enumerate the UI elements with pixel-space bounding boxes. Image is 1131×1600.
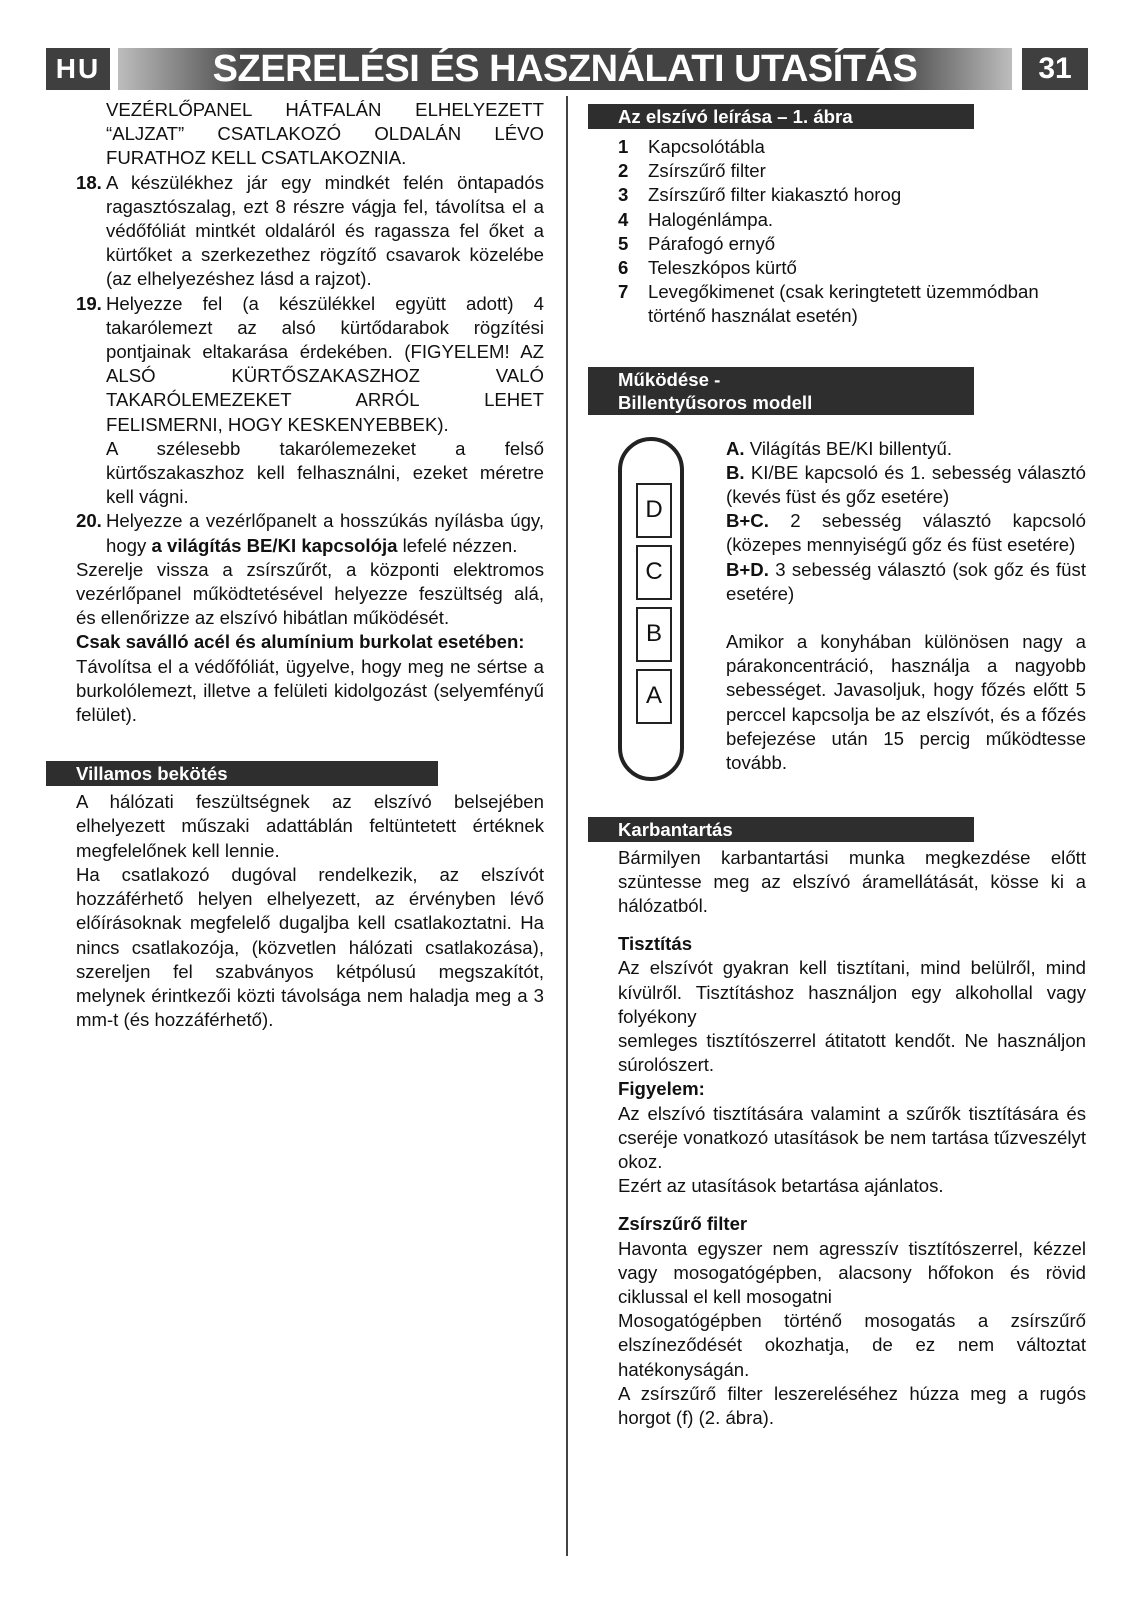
grease-filter-paragraph-1: Havonta egyszer nem agresszív tisztítószerrel, kézzel vagy mosogatógépben, alacsony hőfokon és rövid ciklussal el kell mosogatni	[618, 1237, 1086, 1308]
column-divider	[566, 96, 568, 1556]
maintenance-paragraph: Bármilyen karbantartási munka megkezdése előtt szüntesse meg az elszívó áramellátását, kösse ki a hálózatból.	[618, 846, 1086, 917]
parts-list	[618, 135, 1086, 329]
list-item	[618, 208, 1086, 232]
cleaning-heading: Tisztítás	[618, 933, 693, 955]
operation-text: KI/BE kapcsoló és 1. sebesség választó (kevés füst és gőz esetére)	[726, 461, 1086, 508]
page-title: SZERELÉSI ÉS HASZNÁLATI UTASÍTÁS	[118, 48, 1012, 90]
operation-key: B+D.	[726, 558, 769, 580]
control-panel-figure	[618, 437, 1086, 797]
operation-item	[726, 558, 1086, 606]
list-item	[618, 183, 1086, 207]
step-19	[76, 292, 544, 510]
reassemble-paragraph: Szerelje vissza a zsírszűrőt, a központi elektromos vezérlőpanel működtetésével helyezze feszültség alá, és ellenőrizze az elszívó hibátlan működését.	[76, 558, 544, 629]
grease-filter-heading: Zsírszűrő filter	[618, 1213, 748, 1235]
warning-paragraph-2: Ezért az utasítások betartása ajánlatos.	[618, 1175, 944, 1197]
list-item	[618, 135, 1086, 159]
list-item	[618, 256, 1086, 280]
section-title-description: Az elszívó leírása – 1. ábra	[588, 104, 974, 129]
item-number: 7	[618, 281, 629, 303]
section-title-maintenance: Karbantartás	[588, 817, 974, 842]
item-text: Teleszkópos kürtő	[648, 257, 797, 279]
steel-heading: Csak saválló acél és alumínium burkolat esetében:	[76, 631, 525, 653]
item-text: Zsírszűrő filter	[648, 160, 766, 182]
operation-description	[726, 437, 1086, 776]
section-title-operation	[588, 367, 974, 415]
list-item	[618, 159, 1086, 183]
electrical-paragraph-2: Ha csatlakozó dugóval rendelkezik, az elszívót hozzáférhető helyen elhelyezett, az érvényben lévő előírásoknak megfelelő dugaljba kell csatlakoztatni. Ha nincs csatlakozója, (közvetlen hálózati csatlakozása), szereljen fel szabványos kétpólusú megszakítót, melynek érintkezői közti távolsága nem haladja meg a 3 mm-t (és hozzáférhető).	[76, 863, 544, 1031]
step-text-post: lefelé nézzen.	[397, 534, 518, 556]
cleaning-paragraph-1: Az elszívót gyakran kell tisztítani, mind belülről, mind kívülről. Tisztításhoz használjon egy alkohollal vagy folyékony	[618, 957, 1086, 1027]
step-continuation: A szélesebb takarólemezeket a felső kürtőszakaszhoz kell felhasználni, ezeket méretre kell vágni.	[106, 437, 544, 508]
item-text: Levegőkimenet (csak keringtetett üzemmódban történő használat esetén)	[648, 281, 1039, 327]
item-number: 1	[618, 136, 629, 157]
operation-item	[726, 437, 1086, 461]
item-text: Zsírszűrő filter kiakasztó horog	[648, 184, 902, 206]
item-text: Halogénlámpa.	[648, 208, 774, 230]
cleaning-paragraph-2: semleges tisztítószerrel átitatott kendőt. Ne használjon súrolószert.	[618, 1030, 1086, 1076]
operation-title-line-2: Billentyűsoros modell	[618, 391, 813, 413]
grease-filter-paragraph-3: A zsírszűrő filter leszereléséhez húzza meg a rugós horgot (f) (2. ábra).	[618, 1382, 1086, 1429]
item-text: Kapcsolótábla	[648, 136, 765, 157]
step-number: 18.	[76, 171, 102, 193]
operation-text: 3 sebesség választó (sok gőz és füst esetére)	[726, 558, 1086, 604]
operation-key: B.	[726, 461, 745, 483]
warning-heading: Figyelem:	[618, 1078, 705, 1100]
step-20	[76, 509, 544, 557]
left-column	[76, 98, 544, 1032]
operation-key: A.	[726, 437, 745, 459]
list-item	[618, 232, 1086, 256]
step-number: 20.	[76, 510, 102, 532]
list-item	[618, 280, 1086, 328]
steel-paragraph: Távolítsa el a védőfóliát, ügyelve, hogy meg ne sértse a burkolólemezt, illetve a felületi kidolgozást (selyemfényű felület).	[76, 655, 544, 726]
operation-item	[726, 509, 1086, 557]
page-number: 31	[1022, 48, 1088, 90]
item-number: 4	[618, 208, 629, 230]
grease-filter-paragraph-2: Mosogatógépben történő mosogatás a zsírszűrő elszíneződését okozhatja, de ez nem változtat hatékonyságán.	[618, 1310, 1086, 1380]
step-text-pre: Helyezze a vezérlőpanelt a hosszúkás nyílásba úgy, hogy	[106, 510, 544, 556]
control-panel-outline	[618, 437, 684, 781]
step-number: 19.	[76, 292, 102, 314]
operation-key: B+C.	[726, 510, 769, 532]
item-number: 6	[618, 257, 629, 279]
item-number: 2	[618, 160, 629, 182]
step-18	[76, 171, 544, 292]
warning-paragraph-1: Az elszívó tisztítására valamint a szűrők tisztítására és cseréje vonatkozó utasítások be nem tartása tűzveszélyt okoz.	[618, 1102, 1086, 1173]
electrical-paragraph-1: A hálózati feszültségnek az elszívó belsejében elhelyezett műszaki adattáblán feltüntetett értéknek megfelelőnek kell lennie.	[76, 791, 544, 861]
item-text: Párafogó ernyő	[648, 232, 776, 254]
operation-title-line-1: Működése -	[618, 368, 721, 390]
panel-button-b: B	[636, 607, 672, 662]
intro-caps-text: VEZÉRLŐPANEL HÁTFALÁN ELHELYEZETT “ALJZAT” CSATLAKOZÓ OLDALÁN LÉVO FURATHOZ KELL CSATLAKOZNIA.	[106, 99, 544, 169]
step-text: A készülékhez jár egy mindkét felén öntapadós ragasztószalag, ezt 8 részre vágja fel, távolítsa el a védőfóliát mintkét oldaláról és ragassza fel őket a kürtőket a szerkezethez rögzítő csavarok közelébe (az elhelyezéshez lásd a rajzot).	[106, 171, 544, 290]
step-text-bold: a világítás BE/KI kapcsolója	[151, 534, 398, 556]
operation-text: Világítás BE/KI billentyű.	[744, 437, 952, 459]
item-number: 3	[618, 184, 629, 206]
operation-text: 2 sebesség választó kapcsoló (közepes mennyiségű gőz és füst esetére)	[726, 510, 1086, 556]
section-title-electrical: Villamos bekötés	[46, 761, 438, 786]
step-text: Helyezze fel (a készülékkel együtt adott) 4 takarólemezt az alsó kürtődarabok rögzítési pontjainak eltakarása érdekében. (FIGYELEM! AZ ALSÓ KÜRTŐSZAKASZHOZ VALÓ TAKARÓLEMEZEKET ARRÓL LEHET FELISMERNI, HOGY KESKENYEBBEK).	[106, 292, 544, 435]
operation-item	[726, 461, 1086, 509]
language-badge: HU	[46, 48, 110, 90]
step-text	[106, 509, 544, 557]
item-number: 5	[618, 232, 629, 254]
right-column	[618, 98, 1086, 1430]
panel-button-c: C	[636, 545, 672, 600]
operation-note: Amikor a konyhában különösen nagy a párakoncentráció, használja a nagyobb sebességet. Javasoljuk, hogy főzés előtt 5 perccel kapcsolja be az elszívót, és a főzés befejezése után 15 percig működtesse tovább.	[726, 631, 1086, 774]
panel-button-a: A	[636, 669, 672, 724]
panel-button-d: D	[636, 483, 672, 538]
